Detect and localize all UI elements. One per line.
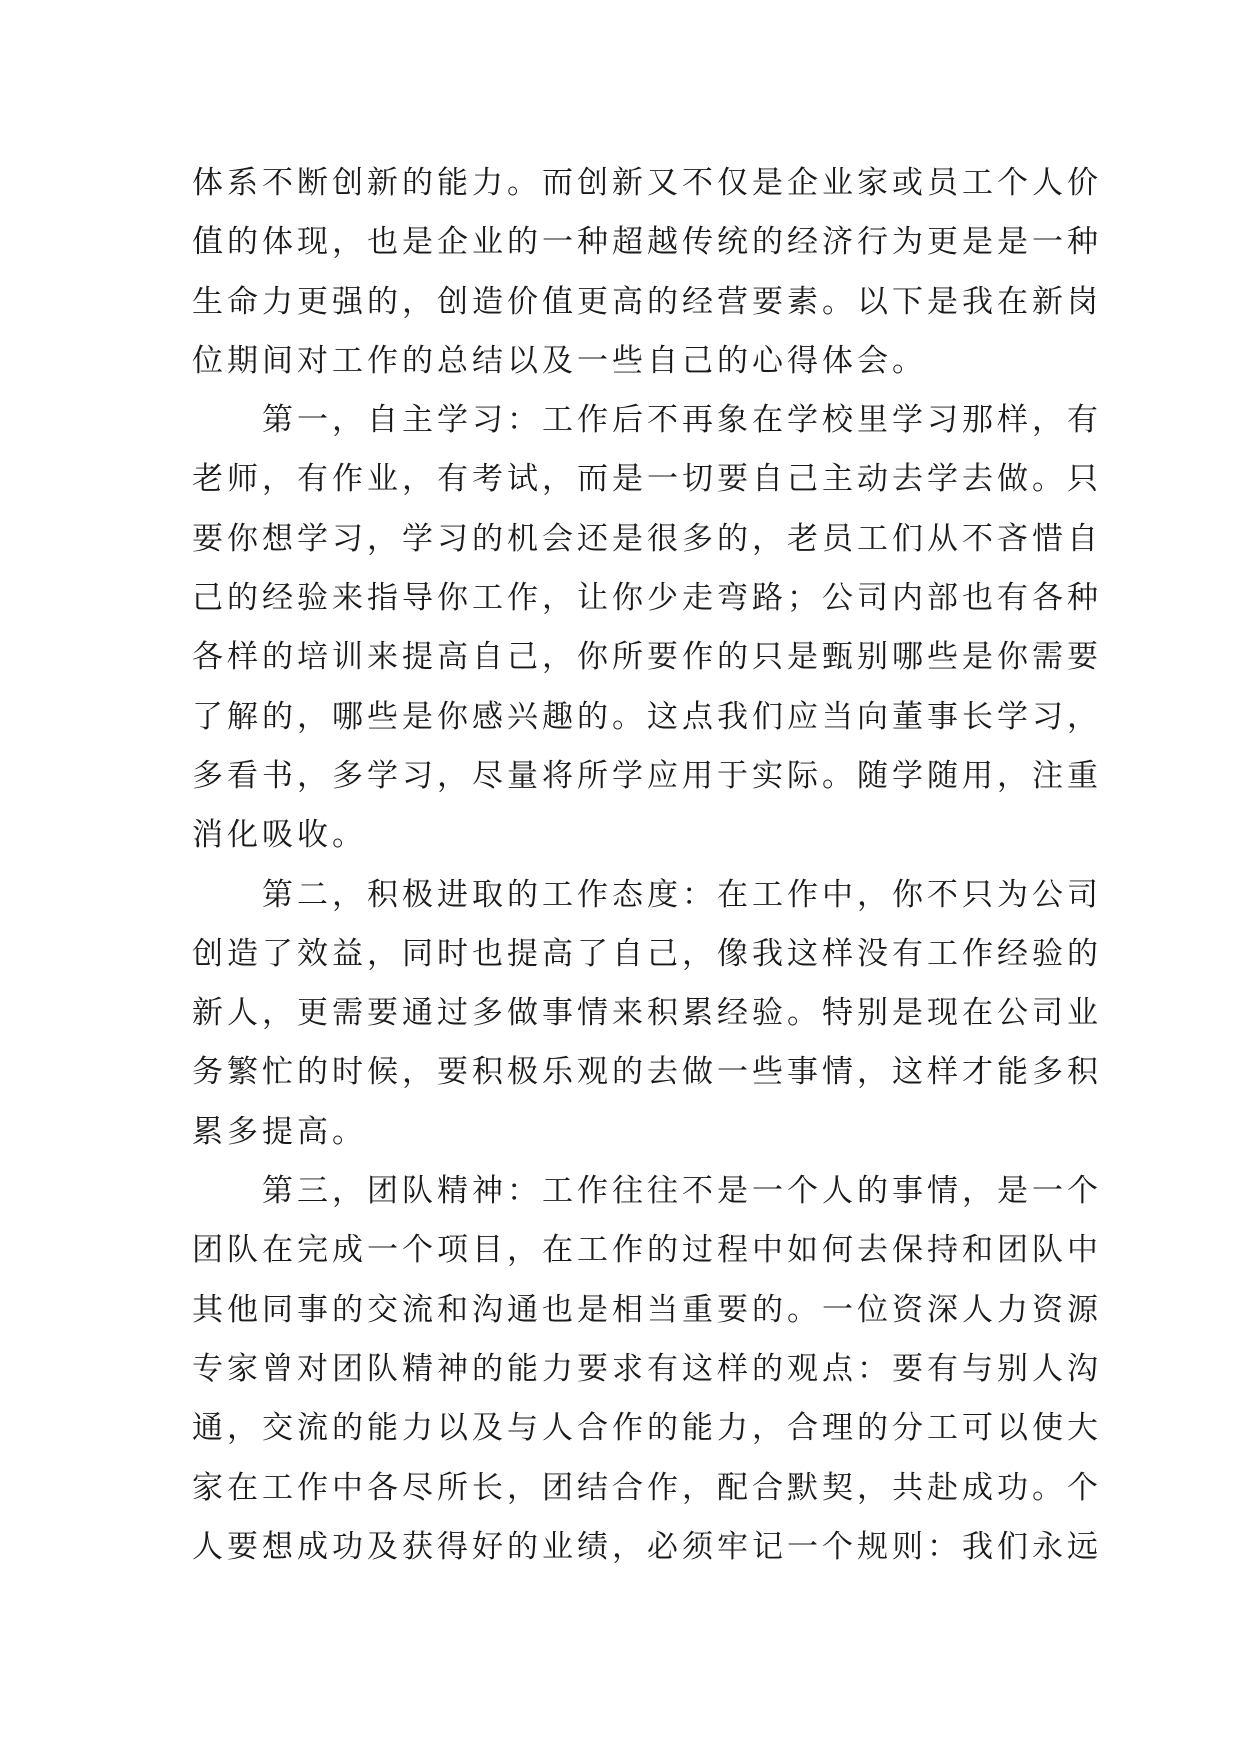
text-line: 累多提高。 [192,1113,367,1150]
text-line: 己的经验来指导你工作，让你少走弯路；公司内部也有各种 [192,580,1102,617]
text-line: 新人，更需要通过多做事情来积累经验。特别是现在公司业 [192,995,1102,1032]
text-line: 第三，团队精神：工作往往不是一个人的事情，是一个 [262,1173,1102,1210]
text-line: 团队在完成一个项目，在工作的过程中如何去保持和团队中 [192,1232,1102,1269]
text-line: 了解的，哪些是你感兴趣的。这点我们应当向董事长学习， [192,698,1102,735]
text-line: 第二，积极进取的工作态度：在工作中，你不只为公司 [262,876,1102,913]
text-line: 第一，自主学习：工作后不再象在学校里学习那样，有 [262,402,1102,439]
text-line: 体系不断创新的能力。而创新又不仅是企业家或员工个人价 [192,165,1102,201]
text-line: 专家曾对团队精神的能力要求有这样的观点：要有与别人沟 [192,1350,1102,1387]
text-line: 创造了效益，同时也提高了自己，像我这样没有工作经验的 [192,935,1102,972]
text-line: 生命力更强的，创造价值更高的经营要素。以下是我在新岗 [192,283,1102,320]
text-line: 值的体现，也是企业的一种超越传统的经济行为更是是一种 [192,224,1102,261]
text-line: 消化吸收。 [192,817,367,854]
text-line: 通，交流的能力以及与人合作的能力，合理的分工可以使大 [192,1410,1102,1447]
text-line: 位期间对工作的总结以及一些自己的心得体会。 [192,342,927,379]
body-text [192,154,1102,1577]
text-line: 要你想学习，学习的机会还是很多的，老员工们从不吝惜自 [192,520,1102,557]
text-line: 人要想成功及获得好的业绩，必须牢记一个规则：我们永远 [192,1528,1102,1565]
text-line: 其他同事的交流和沟通也是相当重要的。一位资深人力资源 [192,1291,1102,1328]
text-line: 老师，有作业，有考试，而是一切要自己主动去学去做。只 [192,461,1102,498]
text-line: 多看书，多学习，尽量将所学应用于实际。随学随用，注重 [192,757,1102,794]
text-line: 务繁忙的时候，要积极乐观的去做一些事情，这样才能多积 [192,1054,1102,1091]
text-line: 各样的培训来提高自己，你所要作的只是甄别哪些是你需要 [192,639,1102,676]
text-line: 家在工作中各尽所长，团结合作，配合默契，共赴成功。个 [192,1469,1102,1506]
